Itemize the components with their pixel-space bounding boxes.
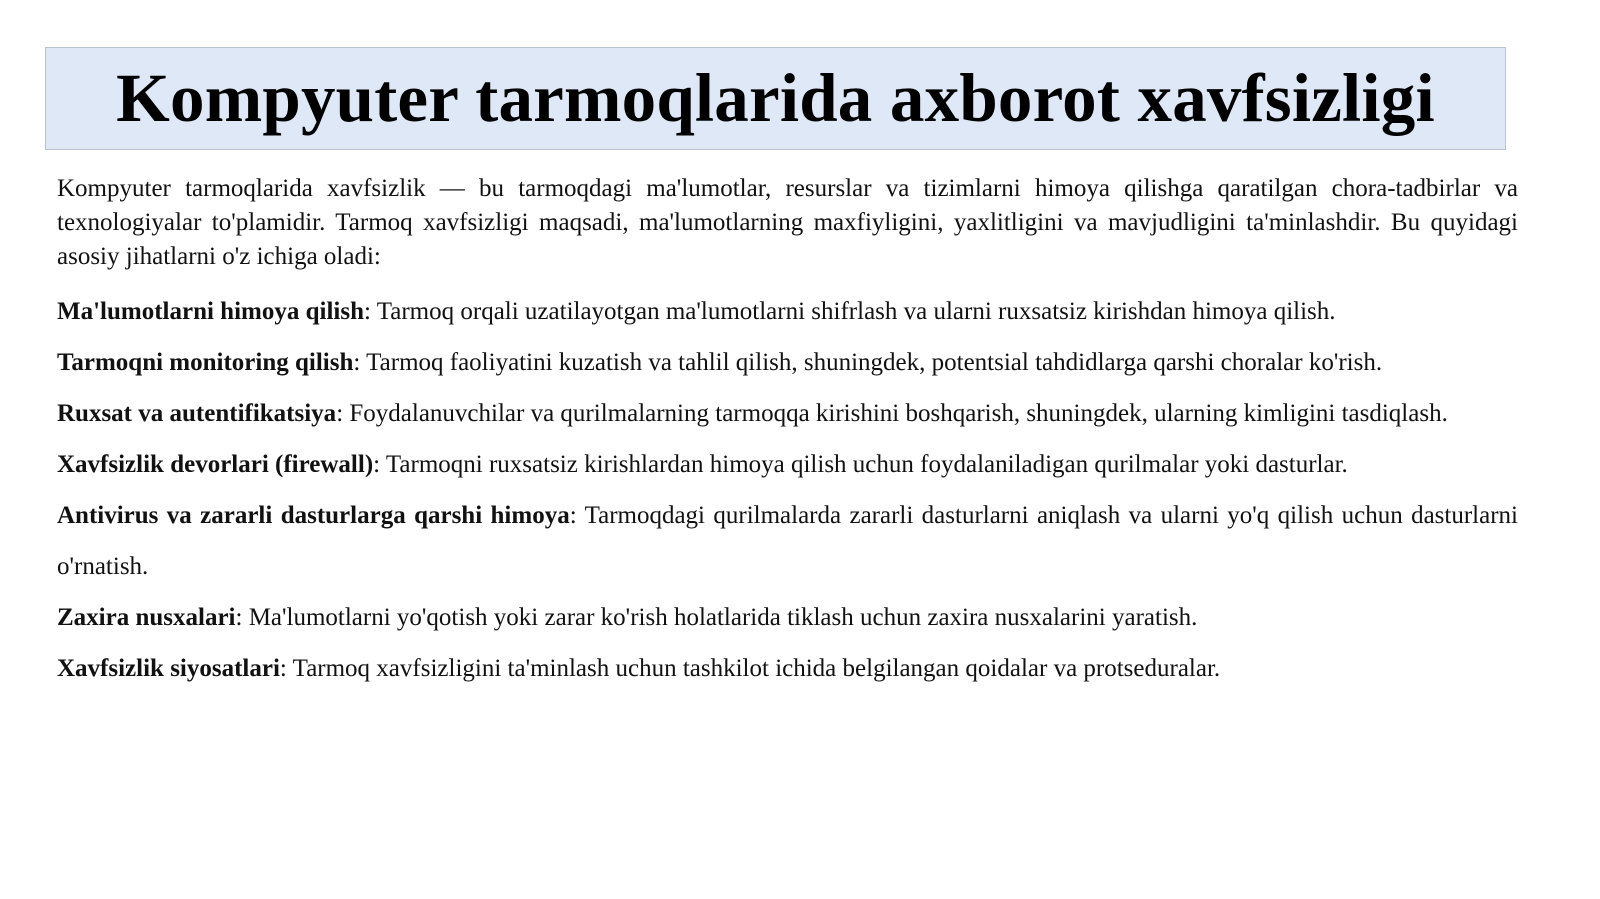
title-banner	[45, 47, 1506, 150]
item-term: Tarmoqni monitoring qilish	[57, 349, 354, 376]
item-term: Zaxira nusxalari	[57, 604, 236, 631]
list-item	[57, 643, 1518, 694]
item-description: : Tarmoq faoliyatini kuzatish va tahlil qilish, shuningdek, potentsial tahdidlarga qarshi choralar ko'rish.	[353, 349, 1383, 376]
item-term: Ruxsat va autentifikatsiya	[57, 400, 337, 427]
item-description: : Tarmoq xavfsizligini ta'minlash uchun tashkilot ichida belgilangan qoidalar va protseduralar.	[279, 655, 1221, 682]
list-item	[57, 592, 1518, 643]
item-term: Xavfsizlik devorlari (firewall)	[57, 451, 374, 478]
item-term: Ma'lumotlarni himoya qilish	[57, 298, 364, 325]
list-item	[57, 388, 1518, 439]
slide-body	[57, 172, 1518, 694]
intro-paragraph: Kompyuter tarmoqlarida xavfsizlik — bu tarmoqdagi ma'lumotlar, resurslar va tizimlarni himoya qilishga qaratilgan chora-tadbirlar va texnologiyalar to'plamidir. Tarmoq xavfsizligi maqsadi, ma'lumotlarning maxfiyligini, yaxlitligini va mavjudligini ta'minlashdir. Bu quyidagi asosiy jihatlarni o'z ichiga oladi:	[57, 175, 1518, 270]
item-description: : Ma'lumotlarni yo'qotish yoki zarar ko'rish holatlarida tiklash uchun zaxira nusxalarini yaratish.	[235, 604, 1198, 631]
item-description: : Tarmoqni ruxsatsiz kirishlardan himoya qilish uchun foydalaniladigan qurilmalar yoki dasturlar.	[373, 451, 1348, 478]
list-item	[57, 490, 1518, 592]
item-term: Antivirus va zararli dasturlarga qarshi himoya	[57, 502, 570, 529]
item-description: : Tarmoq orqali uzatilayotgan ma'lumotlarni shifrlash va ularni ruxsatsiz kirishdan himoya qilish.	[363, 298, 1336, 325]
list-item	[57, 439, 1518, 490]
page-title: Kompyuter tarmoqlarida axborot xavfsizligi	[116, 60, 1435, 136]
item-description: : Tarmoqdagi qurilmalarda zararli dasturlarni aniqlash va ularni yo'q qilish uchun dasturlarni o'rnatish.	[57, 502, 1518, 580]
item-term: Xavfsizlik siyosatlari	[57, 655, 280, 682]
list-item	[57, 286, 1518, 337]
item-description: : Foydalanuvchilar va qurilmalarning tarmoqqa kirishini boshqarish, shuningdek, ularning kimligini tasdiqlash.	[336, 400, 1448, 427]
list-item	[57, 337, 1518, 388]
